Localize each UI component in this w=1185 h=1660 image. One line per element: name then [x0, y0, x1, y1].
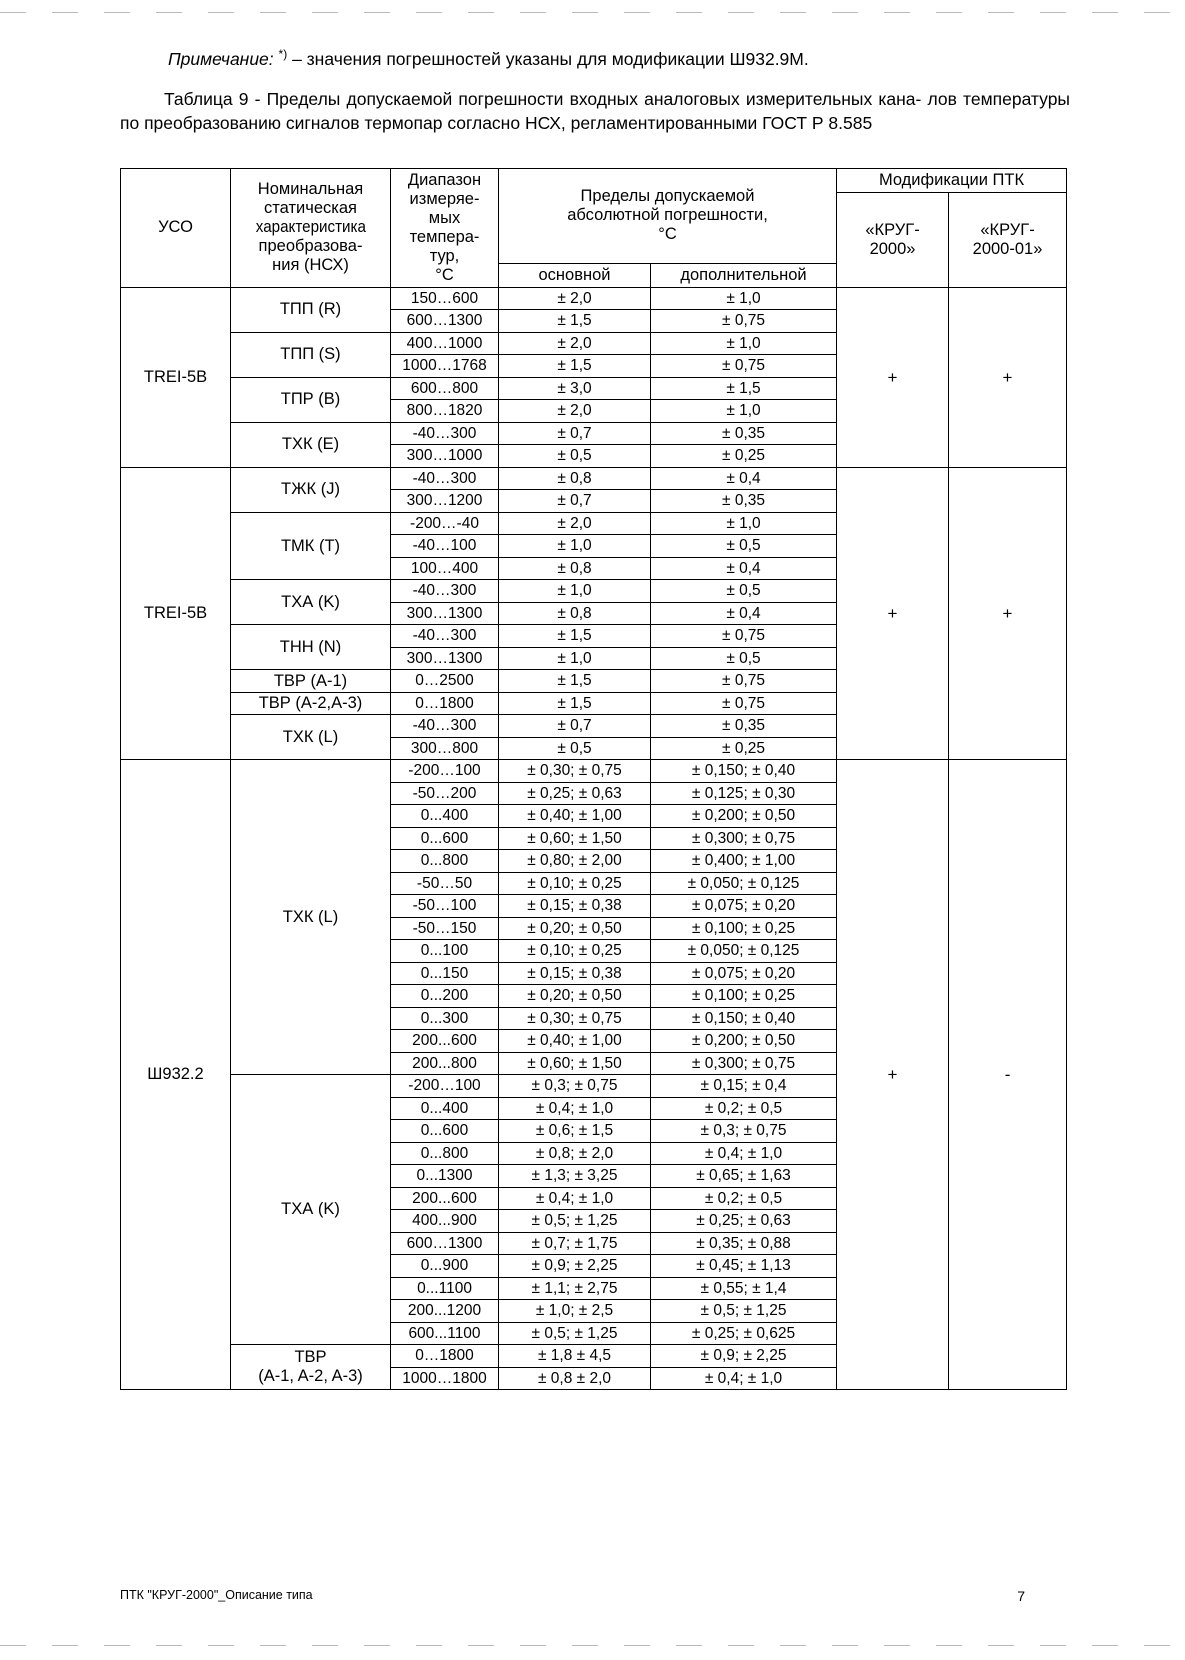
cell-range: 200...800 — [391, 1052, 499, 1075]
cell-uso: Ш932.2 — [121, 760, 231, 1390]
header-mod-krug2000 — [837, 192, 949, 287]
header-range-line2: измеряе- — [409, 189, 480, 208]
cell-main-error: ± 1,0 — [499, 647, 651, 670]
cell-range: -200…-40 — [391, 512, 499, 535]
cell-additional-error: ± 0,75 — [651, 692, 837, 715]
cell-range: 600...1100 — [391, 1322, 499, 1345]
cell-range: 100…400 — [391, 557, 499, 580]
header-nsx — [231, 169, 391, 288]
cell-main-error: ± 1,5 — [499, 355, 651, 378]
cell-additional-error: ± 0,75 — [651, 355, 837, 378]
cell-range: -50…200 — [391, 782, 499, 805]
cell-main-error: ± 0,8 ± 2,0 — [499, 1367, 651, 1390]
cell-range: 0...600 — [391, 827, 499, 850]
cell-additional-error: ± 0,4; ± 1,0 — [651, 1142, 837, 1165]
cell-additional-error: ± 1,0 — [651, 512, 837, 535]
cell-main-error: ± 1,1; ± 2,75 — [499, 1277, 651, 1300]
cell-main-error: ± 0,8 — [499, 602, 651, 625]
cell-range: -50…150 — [391, 917, 499, 940]
cell-main-error: ± 1,5 — [499, 310, 651, 333]
cell-range: 0...800 — [391, 850, 499, 873]
cell-mod-krug2000-01: - — [949, 760, 1067, 1390]
cell-additional-error: ± 0,9; ± 2,25 — [651, 1345, 837, 1368]
cell-range: -40…300 — [391, 467, 499, 490]
cell-additional-error: ± 0,25 — [651, 445, 837, 468]
table-row — [121, 760, 1067, 783]
cell-main-error: ± 0,8 — [499, 467, 651, 490]
cell-uso: TREI-5B — [121, 287, 231, 467]
cell-main-error: ± 0,20; ± 0,50 — [499, 917, 651, 940]
cell-main-error: ± 0,30; ± 0,75 — [499, 1007, 651, 1030]
cell-main-error: ± 0,30; ± 0,75 — [499, 760, 651, 783]
cell-additional-error: ± 0,300; ± 0,75 — [651, 1052, 837, 1075]
header-mod1-line2: 2000» — [869, 239, 916, 258]
cell-main-error: ± 0,5; ± 1,25 — [499, 1322, 651, 1345]
header-mod1-line1: «КРУГ- — [865, 220, 920, 239]
table-row — [121, 287, 1067, 310]
header-additional-error: дополнительной — [651, 263, 837, 287]
note-prefix: Примечание: — [168, 48, 274, 69]
cell-range: 0...1100 — [391, 1277, 499, 1300]
cell-main-error: ± 0,10; ± 0,25 — [499, 940, 651, 963]
cell-range: -40…300 — [391, 422, 499, 445]
caption-line-1: Таблица 9 - Пределы допускаемой погрешности входных аналоговых измерительных кана- — [164, 89, 922, 109]
cell-additional-error: ± 0,4; ± 1,0 — [651, 1367, 837, 1390]
table-body — [121, 287, 1067, 1390]
cell-additional-error: ± 0,3; ± 0,75 — [651, 1120, 837, 1143]
cell-range: 300…1200 — [391, 490, 499, 513]
cell-mod-krug2000: + — [837, 287, 949, 467]
cell-mod-krug2000-01: + — [949, 287, 1067, 467]
cell-main-error: ± 0,40; ± 1,00 — [499, 805, 651, 828]
scan-edge-bottom — [0, 1645, 1185, 1646]
cell-main-error: ± 1,5 — [499, 670, 651, 693]
cell-additional-error: ± 0,75 — [651, 625, 837, 648]
cell-additional-error: ± 1,0 — [651, 332, 837, 355]
cell-range: 1000…1768 — [391, 355, 499, 378]
cell-additional-error: ± 0,400; ± 1,00 — [651, 850, 837, 873]
cell-range: 0...600 — [391, 1120, 499, 1143]
cell-nsx: ТЖК (J) — [231, 467, 391, 512]
cell-main-error: ± 0,40; ± 1,00 — [499, 1030, 651, 1053]
cell-additional-error: ± 0,55; ± 1,4 — [651, 1277, 837, 1300]
cell-additional-error: ± 1,0 — [651, 287, 837, 310]
table-row — [121, 467, 1067, 490]
cell-mod-krug2000: + — [837, 760, 949, 1390]
cell-main-error: ± 0,8 — [499, 557, 651, 580]
cell-main-error: ± 0,60; ± 1,50 — [499, 827, 651, 850]
cell-nsx: ТХК (L) — [231, 715, 391, 760]
cell-additional-error: ± 0,075; ± 0,20 — [651, 895, 837, 918]
cell-additional-error: ± 0,35; ± 0,88 — [651, 1232, 837, 1255]
caption-line-3: ГОСТ Р 8.585 — [762, 112, 873, 133]
cell-main-error: ± 2,0 — [499, 332, 651, 355]
cell-additional-error: ± 0,5 — [651, 535, 837, 558]
cell-range: 600…1300 — [391, 1232, 499, 1255]
cell-range: 200...1200 — [391, 1300, 499, 1323]
header-mod-krug2000-01 — [949, 192, 1067, 287]
cell-additional-error: ± 0,4 — [651, 467, 837, 490]
cell-main-error: ± 1,3; ± 3,25 — [499, 1165, 651, 1188]
cell-additional-error: ± 0,200; ± 0,50 — [651, 805, 837, 828]
cell-uso: TREI-5B — [121, 467, 231, 760]
cell-range: 400...900 — [391, 1210, 499, 1233]
cell-range: 0…1800 — [391, 692, 499, 715]
header-limits-line2: абсолютной погрешности, — [567, 206, 768, 225]
cell-range: 200...600 — [391, 1187, 499, 1210]
header-limits-line1: Пределы допускаемой — [580, 187, 755, 206]
cell-main-error: ± 0,9; ± 2,25 — [499, 1255, 651, 1278]
cell-additional-error: ± 0,5; ± 1,25 — [651, 1300, 837, 1323]
cell-range: 0...400 — [391, 805, 499, 828]
errors-table — [120, 168, 1067, 1390]
cell-additional-error: ± 0,45; ± 1,13 — [651, 1255, 837, 1278]
cell-range: 300…1000 — [391, 445, 499, 468]
cell-additional-error: ± 0,25; ± 0,63 — [651, 1210, 837, 1233]
header-limits — [499, 169, 837, 264]
cell-main-error: ± 0,4; ± 1,0 — [499, 1097, 651, 1120]
cell-nsx: ТВР (A-2,A-3) — [231, 692, 391, 715]
cell-nsx — [231, 1345, 391, 1390]
cell-main-error: ± 0,5 — [499, 737, 651, 760]
cell-additional-error: ± 0,100; ± 0,25 — [651, 917, 837, 940]
header-nsx-line2: статическая — [264, 199, 357, 218]
cell-additional-error: ± 0,050; ± 0,125 — [651, 872, 837, 895]
cell-nsx-line1: ТВР — [294, 1348, 327, 1367]
cell-main-error: ± 0,7 — [499, 422, 651, 445]
cell-additional-error: ± 1,5 — [651, 377, 837, 400]
cell-range: 300…1300 — [391, 602, 499, 625]
cell-nsx: ТВР (A-1) — [231, 670, 391, 693]
cell-main-error: ± 0,3; ± 0,75 — [499, 1075, 651, 1098]
cell-mod-krug2000: + — [837, 467, 949, 760]
cell-nsx: ТПП (R) — [231, 287, 391, 332]
cell-additional-error: ± 0,35 — [651, 422, 837, 445]
cell-range: 300…1300 — [391, 647, 499, 670]
cell-range: -40…300 — [391, 580, 499, 603]
cell-range: 600…1300 — [391, 310, 499, 333]
cell-range: 600…800 — [391, 377, 499, 400]
note-text: – значения погрешностей указаны для модификации Ш932.9М. — [287, 48, 809, 69]
cell-range: 200...600 — [391, 1030, 499, 1053]
cell-range: 0...900 — [391, 1255, 499, 1278]
cell-main-error: ± 2,0 — [499, 400, 651, 423]
cell-range: -50…100 — [391, 895, 499, 918]
cell-additional-error: ± 0,5 — [651, 580, 837, 603]
cell-additional-error: ± 0,4 — [651, 602, 837, 625]
scan-edge-top — [0, 12, 1185, 13]
cell-main-error: ± 0,10; ± 0,25 — [499, 872, 651, 895]
cell-main-error: ± 3,0 — [499, 377, 651, 400]
cell-additional-error: ± 0,300; ± 0,75 — [651, 827, 837, 850]
footer-document-title: ПТК "КРУГ-2000"_Описание типа — [120, 1588, 313, 1602]
header-nsx-line5: ния (НСХ) — [272, 256, 349, 275]
cell-additional-error: ± 0,075; ± 0,20 — [651, 962, 837, 985]
cell-range: -50…50 — [391, 872, 499, 895]
cell-additional-error: ± 0,75 — [651, 670, 837, 693]
footer-page-number: 7 — [1017, 1588, 1025, 1604]
header-mod2-line1: «КРУГ- — [980, 220, 1035, 239]
cell-nsx: ТНН (N) — [231, 625, 391, 670]
cell-main-error: ± 2,0 — [499, 287, 651, 310]
cell-main-error: ± 1,0; ± 2,5 — [499, 1300, 651, 1323]
header-range-line5: тур, — [429, 246, 460, 265]
cell-additional-error: ± 1,0 — [651, 400, 837, 423]
note-marker: *) — [278, 47, 288, 61]
cell-range: 0...300 — [391, 1007, 499, 1030]
header-range-line6: °С — [435, 265, 454, 284]
cell-additional-error: ± 0,65; ± 1,63 — [651, 1165, 837, 1188]
cell-range: 150…600 — [391, 287, 499, 310]
cell-main-error: ± 1,5 — [499, 692, 651, 715]
cell-range: 0…1800 — [391, 1345, 499, 1368]
cell-nsx: ТПР (B) — [231, 377, 391, 422]
cell-range: 1000…1800 — [391, 1367, 499, 1390]
header-range-line4: темпера- — [409, 227, 480, 246]
cell-main-error: ± 0,5; ± 1,25 — [499, 1210, 651, 1233]
header-nsx-line1: Номинальная — [257, 180, 364, 199]
cell-main-error: ± 0,6; ± 1,5 — [499, 1120, 651, 1143]
cell-main-error: ± 0,7; ± 1,75 — [499, 1232, 651, 1255]
cell-main-error: ± 0,7 — [499, 490, 651, 513]
cell-main-error: ± 2,0 — [499, 512, 651, 535]
cell-additional-error: ± 0,200; ± 0,50 — [651, 1030, 837, 1053]
cell-additional-error: ± 0,25 — [651, 737, 837, 760]
header-main-error: основной — [499, 263, 651, 287]
cell-nsx: ТПП (S) — [231, 332, 391, 377]
cell-range: 0...800 — [391, 1142, 499, 1165]
header-range-line1: Диапазон — [407, 171, 482, 189]
header-mod2-line2: 2000-01» — [972, 239, 1043, 258]
cell-main-error: ± 0,25; ± 0,63 — [499, 782, 651, 805]
cell-additional-error: ± 0,25; ± 0,625 — [651, 1322, 837, 1345]
header-modifications: Модификации ПТК — [837, 169, 1067, 193]
header-nsx-line3: характеристика — [255, 218, 366, 237]
cell-range: 0...150 — [391, 962, 499, 985]
cell-main-error: ± 0,60; ± 1,50 — [499, 1052, 651, 1075]
cell-additional-error: ± 0,125; ± 0,30 — [651, 782, 837, 805]
header-limits-line3: °С — [658, 225, 677, 244]
cell-range: 0...100 — [391, 940, 499, 963]
cell-main-error: ± 1,0 — [499, 580, 651, 603]
cell-additional-error: ± 0,15; ± 0,4 — [651, 1075, 837, 1098]
cell-additional-error: ± 0,35 — [651, 490, 837, 513]
cell-nsx-line2: (A-1, A-2, A-3) — [258, 1367, 363, 1386]
caption-line-2: лов температуры по преобразованию сигналов термопар согласно НСХ, регламентированными — [120, 89, 1070, 133]
cell-additional-error: ± 0,5 — [651, 647, 837, 670]
cell-additional-error: ± 0,75 — [651, 310, 837, 333]
table-caption — [120, 88, 1070, 135]
cell-main-error: ± 0,4; ± 1,0 — [499, 1187, 651, 1210]
cell-main-error: ± 0,5 — [499, 445, 651, 468]
cell-mod-krug2000-01: + — [949, 467, 1067, 760]
cell-additional-error: ± 0,050; ± 0,125 — [651, 940, 837, 963]
header-uso: УСО — [121, 169, 231, 288]
cell-additional-error: ± 0,35 — [651, 715, 837, 738]
cell-additional-error: ± 0,2; ± 0,5 — [651, 1187, 837, 1210]
cell-range: 0...1300 — [391, 1165, 499, 1188]
cell-range: -40…100 — [391, 535, 499, 558]
cell-range: 400…1000 — [391, 332, 499, 355]
cell-nsx: ТХК (L) — [231, 760, 391, 1075]
cell-additional-error: ± 0,4 — [651, 557, 837, 580]
cell-additional-error: ± 0,100; ± 0,25 — [651, 985, 837, 1008]
cell-main-error: ± 0,15; ± 0,38 — [499, 962, 651, 985]
cell-range: -40…300 — [391, 625, 499, 648]
cell-range: 300…800 — [391, 737, 499, 760]
cell-range: -200…100 — [391, 1075, 499, 1098]
header-range — [391, 169, 499, 288]
cell-main-error: ± 0,7 — [499, 715, 651, 738]
note-paragraph — [168, 46, 1068, 71]
cell-main-error: ± 0,80; ± 2,00 — [499, 850, 651, 873]
cell-range: -200…100 — [391, 760, 499, 783]
table-header-row-1 — [121, 169, 1067, 193]
cell-range: 0…2500 — [391, 670, 499, 693]
cell-main-error: ± 0,15; ± 0,38 — [499, 895, 651, 918]
cell-main-error: ± 0,8; ± 2,0 — [499, 1142, 651, 1165]
cell-additional-error: ± 0,2; ± 0,5 — [651, 1097, 837, 1120]
cell-main-error: ± 1,5 — [499, 625, 651, 648]
cell-nsx: ТХА (K) — [231, 1075, 391, 1345]
cell-additional-error: ± 0,150; ± 0,40 — [651, 760, 837, 783]
cell-nsx: ТХА (K) — [231, 580, 391, 625]
cell-main-error: ± 0,20; ± 0,50 — [499, 985, 651, 1008]
cell-range: 0...200 — [391, 985, 499, 1008]
cell-main-error: ± 1,8 ± 4,5 — [499, 1345, 651, 1368]
cell-range: 800…1820 — [391, 400, 499, 423]
cell-range: 0...400 — [391, 1097, 499, 1120]
cell-main-error: ± 1,0 — [499, 535, 651, 558]
header-range-line3: мых — [428, 208, 461, 227]
cell-nsx: ТМК (T) — [231, 512, 391, 580]
cell-range: -40…300 — [391, 715, 499, 738]
header-nsx-line4: преобразова- — [258, 237, 363, 256]
cell-additional-error: ± 0,150; ± 0,40 — [651, 1007, 837, 1030]
cell-nsx: ТХК (E) — [231, 422, 391, 467]
